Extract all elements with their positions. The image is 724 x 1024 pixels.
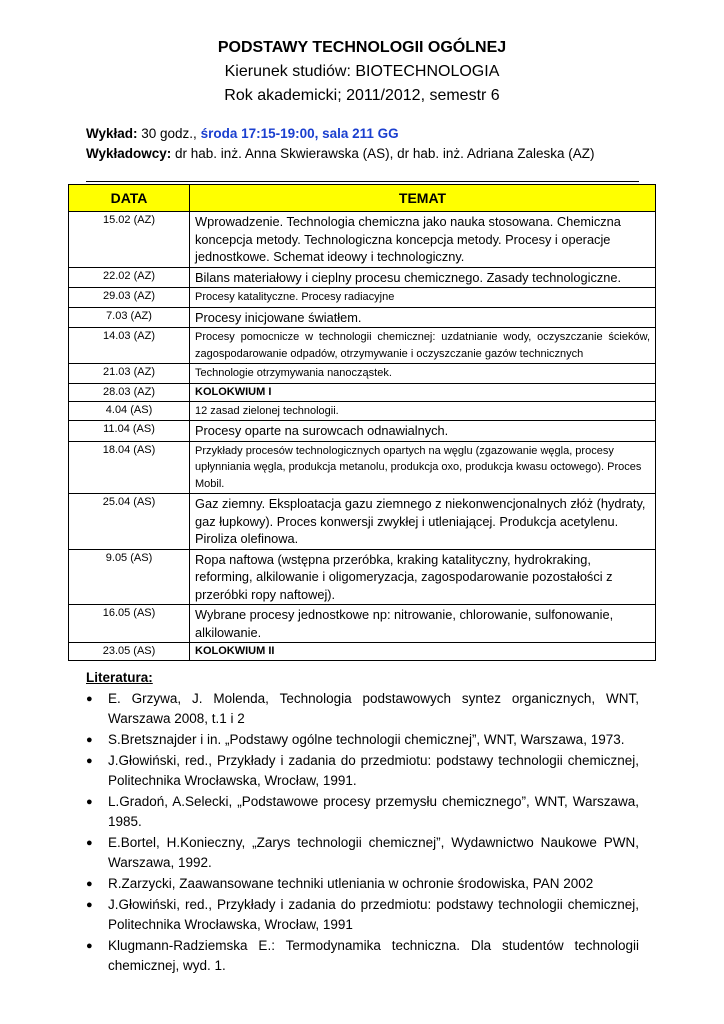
reference-text: E. Grzywa, J. Molenda, Technologia podstawowych syntez organicznych, WNT, Warszawa 2008, t.1 i 2 (108, 691, 639, 726)
academic-year: Rok akademicki; 2011/2012, semestr 6 (224, 87, 500, 104)
list-item (86, 730, 639, 750)
table-row (69, 328, 656, 364)
row-topic: Procesy oparte na surowcach odnawialnych. (190, 421, 656, 442)
lecture-time: środa 17:15-19:00, sala 211 GG (200, 126, 399, 141)
row-date: 22.02 (AZ) (69, 267, 190, 288)
table-row (69, 643, 656, 661)
row-topic: 12 zasad zielonej technologii. (190, 401, 656, 421)
bullet-icon: ● (86, 693, 93, 705)
list-item (86, 689, 639, 729)
list-item (86, 895, 639, 935)
row-topic: KOLOKWIUM II (190, 643, 656, 661)
row-date: 29.03 (AZ) (69, 288, 190, 308)
lecture-label: Wykład: (86, 126, 138, 141)
row-date: 14.03 (AZ) (69, 328, 190, 364)
row-topic: Procesy pomocnicze w technologii chemicznej: uzdatnianie wody, oczyszczanie ścieków, zagospodarowanie odpadów, otrzymywanie i oczyszczanie gazów technicznych (190, 328, 656, 364)
table-row (69, 401, 656, 421)
reference-text: J.Głowiński, red., Przykłady i zadania do przedmiotu: podstawy technologii chemicznej, Politechnika Wrocławska, Wrocław, 1991. (108, 753, 639, 788)
table-row (69, 494, 656, 550)
column-header-date: DATA (69, 185, 190, 212)
row-date: 25.04 (AS) (69, 494, 190, 550)
row-date: 7.03 (AZ) (69, 307, 190, 328)
divider (86, 181, 639, 182)
row-date: 21.03 (AZ) (69, 364, 190, 384)
lecturers-line (86, 144, 646, 164)
reference-text: Klugmann-Radziemska E.: Termodynamika techniczna. Dla studentów technologii chemicznej, wyd. 1. (108, 938, 639, 973)
list-item (86, 751, 639, 791)
schedule-table (68, 184, 656, 661)
table-row (69, 212, 656, 268)
bullet-icon: ● (86, 940, 93, 952)
row-date: 28.03 (AZ) (69, 383, 190, 401)
field-of-study: Kierunek studiów: BIOTECHNOLOGIA (224, 63, 500, 80)
row-topic: Przykłady procesów technologicznych opartych na węglu (zgazowanie węgla, procesy upłynniania węgla, produkcja metanolu, produkcja oxo, produkcja kwasu octowego). Proces Mobil. (190, 441, 656, 494)
lecturers-names: dr hab. inż. Anna Skwierawska (AS), dr hab. inż. Adriana Zaleska (AZ) (171, 146, 595, 161)
row-topic: Ropa naftowa (wstępna przeróbka, kraking katalityczny, hydrokraking, reforming, alkilowanie i oligomeryzacja, zagospodarowanie pozostałości z przeróbki ropy naftowej). (190, 549, 656, 605)
row-date: 11.04 (AS) (69, 421, 190, 442)
table-row (69, 364, 656, 384)
table-row (69, 441, 656, 494)
row-topic: Procesy katalityczne. Procesy radiacyjne (190, 288, 656, 308)
reference-text: J.Głowiński, red., Przykłady i zadania do przedmiotu: podstawy technologii chemicznej, Politechnika Wrocławska, Wrocław, 1991 (108, 897, 639, 932)
document-header (0, 36, 724, 108)
table-row (69, 383, 656, 401)
list-item (86, 792, 639, 832)
list-item (86, 833, 639, 873)
row-date: 16.05 (AS) (69, 605, 190, 643)
bullet-icon: ● (86, 796, 93, 808)
literature-list (86, 689, 639, 976)
row-topic: Technologie otrzymywania nanocząstek. (190, 364, 656, 384)
table-row (69, 267, 656, 288)
lecturers-label: Wykładowcy: (86, 146, 172, 161)
table-row (69, 421, 656, 442)
row-date: 15.02 (AZ) (69, 212, 190, 268)
row-date: 18.04 (AS) (69, 441, 190, 494)
row-topic: Wybrane procesy jednostkowe np: nitrowanie, chlorowanie, sulfonowanie, alkilowanie. (190, 605, 656, 643)
row-topic: KOLOKWIUM I (190, 383, 656, 401)
bullet-icon: ● (86, 755, 93, 767)
lecture-hours: 30 godz., (137, 126, 201, 141)
lecture-line (86, 124, 646, 144)
row-topic: Wprowadzenie. Technologia chemiczna jako nauka stosowana. Chemiczna koncepcja metody. Technologiczna koncepcja metody. Procesy i operacje jednostkowe. Schemat ideowy i technologiczny. (190, 212, 656, 268)
column-header-topic: TEMAT (190, 185, 656, 212)
reference-text: E.Bortel, H.Konieczny, „Zarys technologii chemicznej”, Wydawnictwo Naukowe PWN, Warszawa, 1992. (108, 835, 639, 870)
literature-section (86, 668, 639, 977)
list-item (86, 936, 639, 976)
row-date: 4.04 (AS) (69, 401, 190, 421)
course-info (86, 124, 646, 164)
bullet-icon: ● (86, 878, 93, 890)
bullet-icon: ● (86, 899, 93, 911)
course-title: PODSTAWY TECHNOLOGII OGÓLNEJ (217, 39, 507, 56)
row-date: 23.05 (AS) (69, 643, 190, 661)
row-topic: Bilans materiałowy i cieplny procesu chemicznego. Zasady technologiczne. (190, 267, 656, 288)
table-row (69, 307, 656, 328)
row-topic: Gaz ziemny. Eksploatacja gazu ziemnego z niekonwencjonalnych złóż (hydraty, gaz łupkowy). Proces konwersji zwykłej i utleniającej. Produkcja acetylenu. Piroliza olefinowa. (190, 494, 656, 550)
table-header-row (69, 185, 656, 212)
bullet-icon: ● (86, 734, 93, 746)
literature-heading: Literatura: (86, 670, 153, 685)
reference-text: S.Bretsznajder i in. „Podstawy ogólne technologii chemicznej”, WNT, Warszawa, 1973. (108, 732, 625, 747)
reference-text: R.Zarzycki, Zaawansowane techniki utleniania w ochronie środowiska, PAN 2002 (108, 876, 594, 891)
table-row (69, 549, 656, 605)
bullet-icon: ● (86, 837, 93, 849)
row-topic: Procesy inicjowane światłem. (190, 307, 656, 328)
list-item (86, 874, 639, 894)
table-row (69, 288, 656, 308)
reference-text: L.Gradoń, A.Selecki, „Podstawowe procesy przemysłu chemicznego”, WNT, Warszawa, 1985. (108, 794, 639, 829)
table-row (69, 605, 656, 643)
row-date: 9.05 (AS) (69, 549, 190, 605)
